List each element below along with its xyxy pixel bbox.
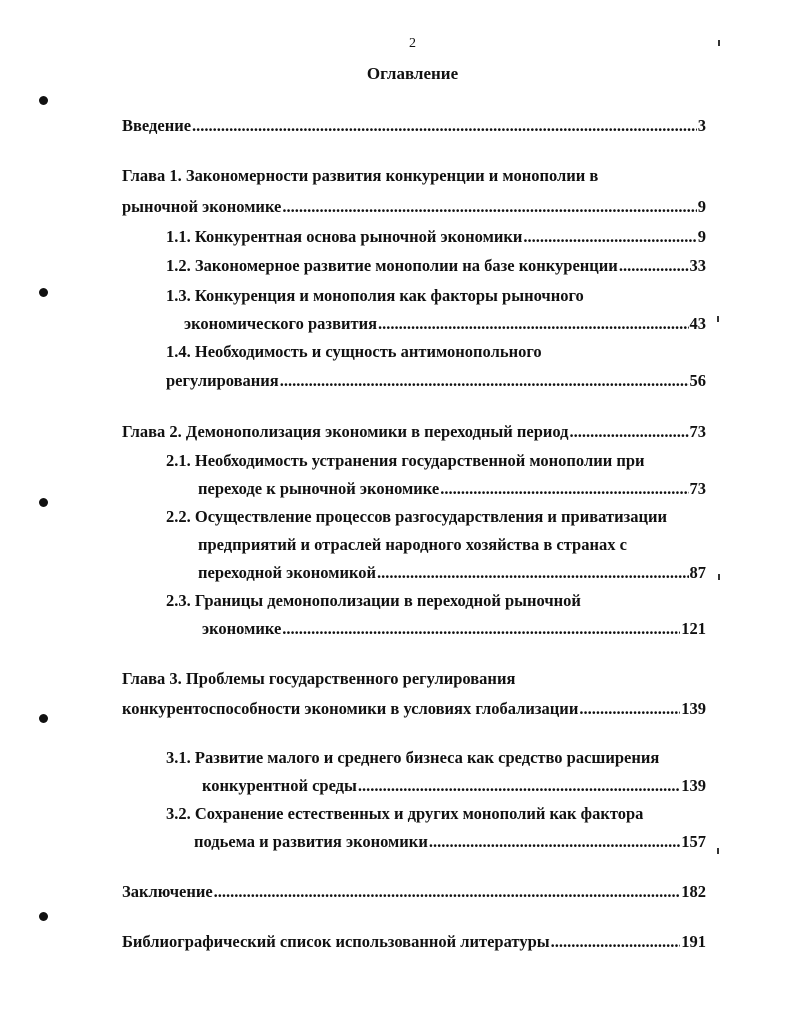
binder-hole-mark	[39, 96, 48, 105]
toc-entry-bibliography[interactable]	[122, 932, 706, 952]
toc-page-number: 56	[689, 371, 706, 390]
binder-hole-mark	[39, 714, 48, 723]
leader-dots	[377, 563, 688, 583]
toc-title: Оглавление	[366, 64, 459, 83]
toc-entry-section-3-2[interactable]	[194, 832, 706, 852]
binder-hole-mark	[39, 912, 48, 921]
leader-dots	[440, 479, 688, 499]
toc-entry-text: 1.2. Закономерное развитие монополии на базе конкуренции	[166, 256, 618, 275]
toc-page-number: 43	[689, 314, 706, 333]
leader-dots	[579, 699, 680, 719]
leader-dots	[429, 832, 680, 852]
toc-entry-chapter-3[interactable]	[122, 699, 706, 719]
toc-entry-section-2-1[interactable]	[198, 479, 706, 499]
toc-page-number: 139	[681, 699, 706, 718]
toc-entry-section-2-2-line1[interactable]	[166, 507, 667, 527]
toc-entry-section-1-4[interactable]	[166, 371, 706, 391]
toc-page-number: 3	[697, 116, 706, 135]
toc-page-number: 73	[689, 422, 706, 441]
toc-page-number: 121	[681, 619, 706, 638]
toc-entry-text: 1.4. Необходимость и сущность антимонопольного	[166, 342, 542, 361]
toc-entry-text: предприятий и отраслей народного хозяйства в странах с	[198, 535, 627, 554]
toc-entry-text: 3.2. Сохранение естественных и других монополий как фактора	[166, 804, 644, 823]
toc-entry-text: подьема и развития экономики	[194, 832, 428, 851]
toc-entry-text: конкурентной среды	[202, 776, 357, 795]
scan-speck	[717, 848, 719, 854]
toc-entry-text: экономического развития	[184, 314, 378, 333]
toc-entry-section-1-3-line1[interactable]	[166, 286, 584, 306]
toc-entry-section-1-1[interactable]	[166, 227, 706, 247]
toc-entry-text: 1.3. Конкуренция и монополия как факторы рыночного	[166, 286, 584, 305]
toc-entry-section-3-2-line1[interactable]	[166, 804, 643, 824]
toc-entry-text: 2.1. Необходимость устранения государственной монополии при	[166, 451, 645, 470]
toc-entry-text: 2.2. Осуществление процессов разгосударствления и приватизации	[166, 507, 667, 526]
toc-page-number: 139	[681, 776, 706, 795]
toc-entry-section-1-2[interactable]	[166, 256, 706, 276]
toc-entry-text: Введение	[122, 116, 192, 135]
toc-entry-section-2-1-line1[interactable]	[166, 451, 645, 471]
toc-entry-chapter-3-line1[interactable]	[122, 669, 515, 689]
toc-entry-text: 1.1. Конкурентная основа рыночной экономики	[166, 227, 523, 246]
toc-entry-section-2-2-line2[interactable]	[198, 535, 627, 555]
toc-page-number: 157	[681, 832, 706, 851]
toc-entry-chapter-1[interactable]	[122, 197, 706, 217]
toc-entry-text: Глава 2. Демонополизация экономики в переходный период	[122, 422, 569, 441]
toc-entry-text: переходе к рыночной экономике	[198, 479, 440, 498]
leader-dots	[282, 197, 696, 217]
toc-entry-text: Библиографический список использованной литературы	[122, 932, 550, 951]
leader-dots	[523, 227, 696, 247]
leader-dots	[378, 314, 688, 334]
toc-entry-text: 2.3. Границы демонополизации в переходной рыночной	[166, 591, 581, 610]
leader-dots	[570, 422, 689, 442]
leader-dots	[280, 371, 689, 391]
toc-page-number: 191	[681, 932, 706, 951]
page-number: 2	[409, 36, 416, 51]
leader-dots	[282, 619, 680, 639]
binder-hole-mark	[39, 498, 48, 507]
toc-page-number: 73	[689, 479, 706, 498]
scan-speck	[717, 316, 719, 322]
toc-entry-text: Глава 1. Закономерности развития конкуренции и монополии в	[122, 166, 599, 185]
toc-page-number: 182	[681, 882, 706, 901]
toc-entry-text: 3.1. Развитие малого и среднего бизнеса как средство расширения	[166, 748, 660, 767]
binder-hole-mark	[39, 288, 48, 297]
toc-entry-section-2-3-line1[interactable]	[166, 591, 581, 611]
toc-entry-intro[interactable]	[122, 116, 706, 136]
toc-page-number: 87	[689, 563, 706, 582]
toc-entry-text: экономике	[202, 619, 282, 638]
toc-entry-section-1-4-line1[interactable]	[166, 342, 542, 362]
toc-entry-chapter-2[interactable]	[122, 422, 706, 442]
toc-entry-section-3-1[interactable]	[202, 776, 706, 796]
leader-dots	[358, 776, 680, 796]
scan-speck	[718, 574, 720, 580]
toc-page-number: 9	[697, 197, 706, 216]
toc-entry-text: конкурентоспособности экономики в условиях глобализации	[122, 699, 579, 718]
toc-entry-chapter-1-line1[interactable]	[122, 166, 598, 186]
leader-dots	[214, 882, 681, 902]
toc-entry-section-2-3[interactable]	[202, 619, 706, 639]
toc-entry-text: переходной экономикой	[198, 563, 377, 582]
toc-entry-text: Глава 3. Проблемы государственного регулирования	[122, 669, 516, 688]
toc-entry-section-3-1-line1[interactable]	[166, 748, 659, 768]
toc-entry-text: рыночной экономике	[122, 197, 282, 216]
toc-entry-text: Заключение	[122, 882, 213, 901]
toc-page-number: 9	[697, 227, 706, 246]
leader-dots	[551, 932, 681, 952]
leader-dots	[619, 256, 689, 276]
toc-entry-text: регулирования	[166, 371, 279, 390]
toc-entry-conclusion[interactable]	[122, 882, 706, 902]
toc-entry-section-1-3[interactable]	[184, 314, 706, 334]
toc-entry-section-2-2[interactable]	[198, 563, 706, 583]
toc-page-number: 33	[689, 256, 706, 275]
leader-dots	[192, 116, 697, 136]
